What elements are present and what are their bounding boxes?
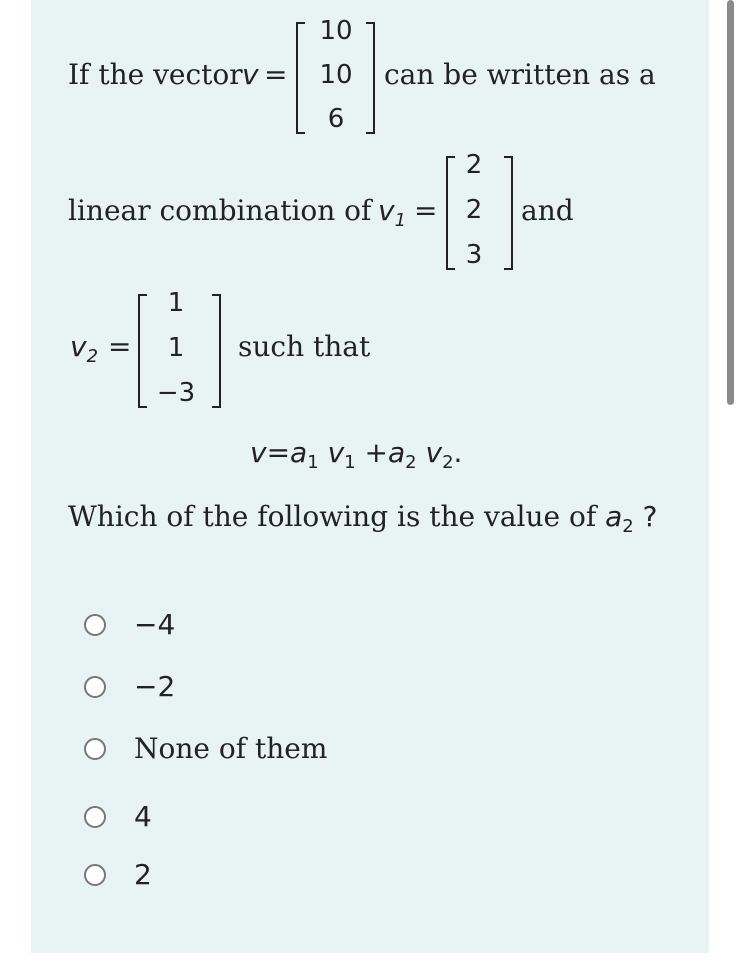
option-minus-4[interactable] <box>84 608 175 641</box>
radio-button[interactable] <box>84 676 106 698</box>
v2-matrix-right-bracket <box>212 294 221 408</box>
radio-button[interactable] <box>84 738 106 760</box>
option-2[interactable] <box>84 858 152 891</box>
v-matrix-right-bracket <box>366 22 375 134</box>
v1-equals: = <box>414 194 438 227</box>
option-label: −4 <box>134 608 176 641</box>
line1-suffix: can be written as a <box>384 58 656 91</box>
radio-button[interactable] <box>84 806 106 828</box>
radio-button[interactable] <box>84 864 106 886</box>
radio-button[interactable] <box>84 614 106 636</box>
line1-prefix: If the vector <box>68 58 243 91</box>
v2-matrix-entry-2: 1 <box>167 333 185 363</box>
option-label: −2 <box>134 670 176 703</box>
v1-matrix-entry-1: 2 <box>465 150 483 180</box>
question-prompt: Which of the following is the value of $a_2$ ? <box>68 500 658 537</box>
line2-prefix: linear combination of <box>68 194 372 227</box>
card-bottom-strip <box>31 953 709 969</box>
line3-suffix: such that <box>238 330 371 363</box>
v1-matrix-right-bracket <box>504 156 513 270</box>
option-4[interactable] <box>84 800 152 833</box>
option-minus-2[interactable] <box>84 670 175 703</box>
v2-symbol: $v_2$ <box>70 330 99 367</box>
option-label: 4 <box>134 800 152 833</box>
scrollbar[interactable] <box>727 0 734 405</box>
v1-matrix-entry-2: 2 <box>465 195 483 225</box>
v1-matrix-entry-3: 3 <box>465 240 483 270</box>
v-matrix-entry-3: 6 <box>327 104 345 134</box>
v-matrix-entry-2: 10 <box>319 60 353 90</box>
v-matrix-entry-1: 10 <box>319 16 353 46</box>
v2-matrix-entry-3: −3 <box>156 378 196 408</box>
v2-equals: = <box>108 330 132 363</box>
v-matrix-left-bracket <box>296 22 305 134</box>
linear-combination-equation: $v=a_1$ $v_1 +a_2$ $v_2$. <box>250 436 463 473</box>
v-equals: = <box>264 58 288 91</box>
v2-matrix-entry-1: 1 <box>167 288 185 318</box>
line2-suffix: and <box>521 194 574 227</box>
v1-symbol: $v_1$ <box>378 194 407 231</box>
v-symbol: v <box>242 58 259 91</box>
option-label: 2 <box>134 858 152 891</box>
option-none-of-them[interactable] <box>84 732 327 765</box>
option-label: None of them <box>134 732 328 765</box>
